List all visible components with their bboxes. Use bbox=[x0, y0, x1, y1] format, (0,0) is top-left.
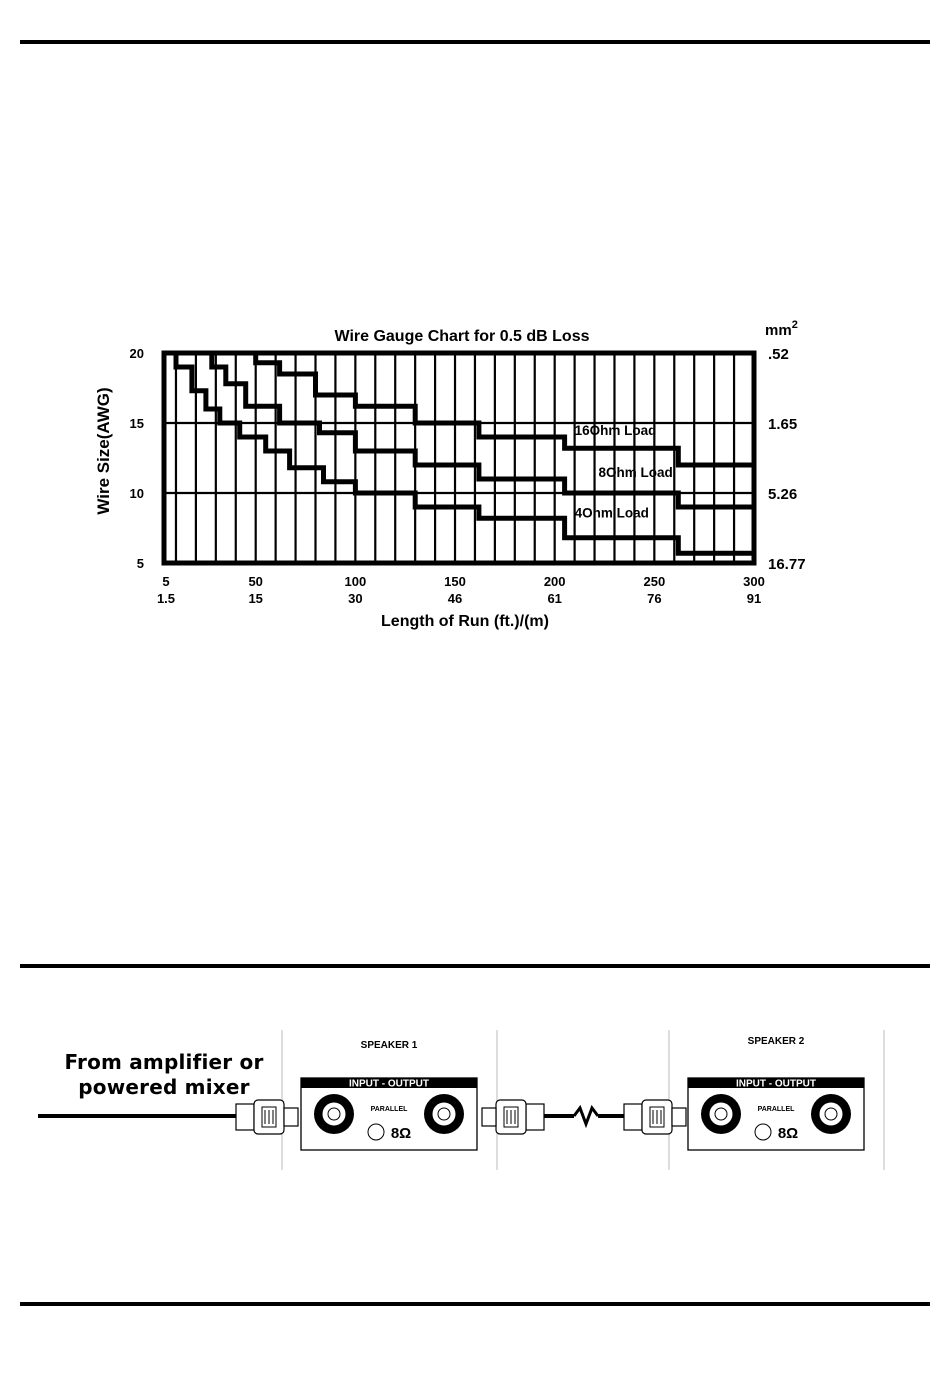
speaker1-panel bbox=[301, 1078, 477, 1150]
x-tick-label-metric: 91 bbox=[746, 591, 762, 606]
x-tick-label: 300 bbox=[743, 574, 765, 589]
speaker2-panel-header: INPUT - OUTPUT bbox=[736, 1078, 816, 1090]
speaker1-impedance: 8Ω bbox=[390, 1125, 412, 1142]
y-tick-label: 15 bbox=[129, 416, 144, 431]
x-tick-label-metric: 46 bbox=[447, 591, 463, 606]
x-tick-label: 5 bbox=[162, 574, 170, 589]
speaker1-parallel-label: PARALLEL bbox=[370, 1106, 408, 1113]
y-tick-label: 20 bbox=[129, 346, 144, 361]
x-tick-label-metric: 1.5 bbox=[156, 591, 176, 606]
x-tick-label: 150 bbox=[444, 574, 466, 589]
xlr-connector-icon bbox=[755, 1124, 771, 1140]
chart-title: Wire Gauge Chart for 0.5 dB Loss bbox=[334, 328, 590, 345]
y2-tick-label: 5.26 bbox=[768, 486, 798, 503]
x-tick-label-metric: 15 bbox=[248, 591, 263, 606]
series-label: 16Ohm Load bbox=[574, 423, 657, 438]
y-axis-label: Wire Size(AWG) bbox=[94, 387, 113, 515]
speaker1-title: SPEAKER 1 bbox=[360, 1040, 418, 1051]
speaker2-parallel-label: PARALLEL bbox=[757, 1106, 795, 1113]
plot-frame bbox=[164, 353, 754, 563]
x-tick-label-metric: 30 bbox=[348, 591, 363, 606]
x-tick-label-metric: 61 bbox=[547, 591, 562, 606]
series-line bbox=[256, 353, 754, 465]
speakon-plug-icon bbox=[236, 1100, 298, 1134]
y2-tick-label: 16.77 bbox=[768, 556, 806, 573]
y-tick-label: 10 bbox=[129, 486, 144, 501]
speakon-plug-icon bbox=[482, 1100, 544, 1134]
series-label: 8Ohm Load bbox=[598, 465, 673, 480]
from-amplifier-label-line2: powered mixer bbox=[78, 1075, 250, 1099]
cable-break-zigzag bbox=[574, 1108, 598, 1124]
y-tick-label: 5 bbox=[136, 556, 144, 571]
y2-tick-label: .52 bbox=[768, 346, 789, 363]
speaker-connection-diagram bbox=[0, 1020, 950, 1180]
speaker2-title: SPEAKER 2 bbox=[747, 1036, 805, 1047]
y2-tick-label: 1.65 bbox=[768, 416, 798, 433]
series-label: 4Ohm Load bbox=[574, 505, 649, 521]
x-tick-label: 250 bbox=[643, 574, 666, 589]
chart-series-labels bbox=[575, 423, 673, 521]
x-tick-label-metric: 76 bbox=[647, 591, 662, 606]
chart-series bbox=[176, 353, 754, 553]
middle-rule bbox=[20, 964, 930, 968]
series-line bbox=[176, 353, 754, 553]
xlr-connector-icon bbox=[368, 1124, 384, 1140]
wire-gauge-chart bbox=[0, 300, 950, 640]
x-tick-label: 200 bbox=[543, 574, 566, 589]
speaker1-panel-header: INPUT - OUTPUT bbox=[349, 1078, 429, 1090]
y2-axis-unit: $mm^2$ bbox=[765, 319, 798, 339]
top-rule bbox=[20, 40, 930, 44]
speakon-plug-icon bbox=[624, 1100, 686, 1134]
x-tick-label: 100 bbox=[344, 574, 367, 589]
x-tick-label: 50 bbox=[248, 574, 263, 589]
x-axis-label: Length of Run (ft.)/(m) bbox=[381, 613, 549, 630]
speaker2-panel bbox=[688, 1078, 864, 1150]
chart-grid bbox=[166, 353, 754, 563]
speaker2-impedance: 8Ω bbox=[777, 1125, 799, 1142]
bottom-rule bbox=[20, 1302, 930, 1306]
from-amplifier-label-line1: From amplifier or bbox=[64, 1050, 264, 1074]
